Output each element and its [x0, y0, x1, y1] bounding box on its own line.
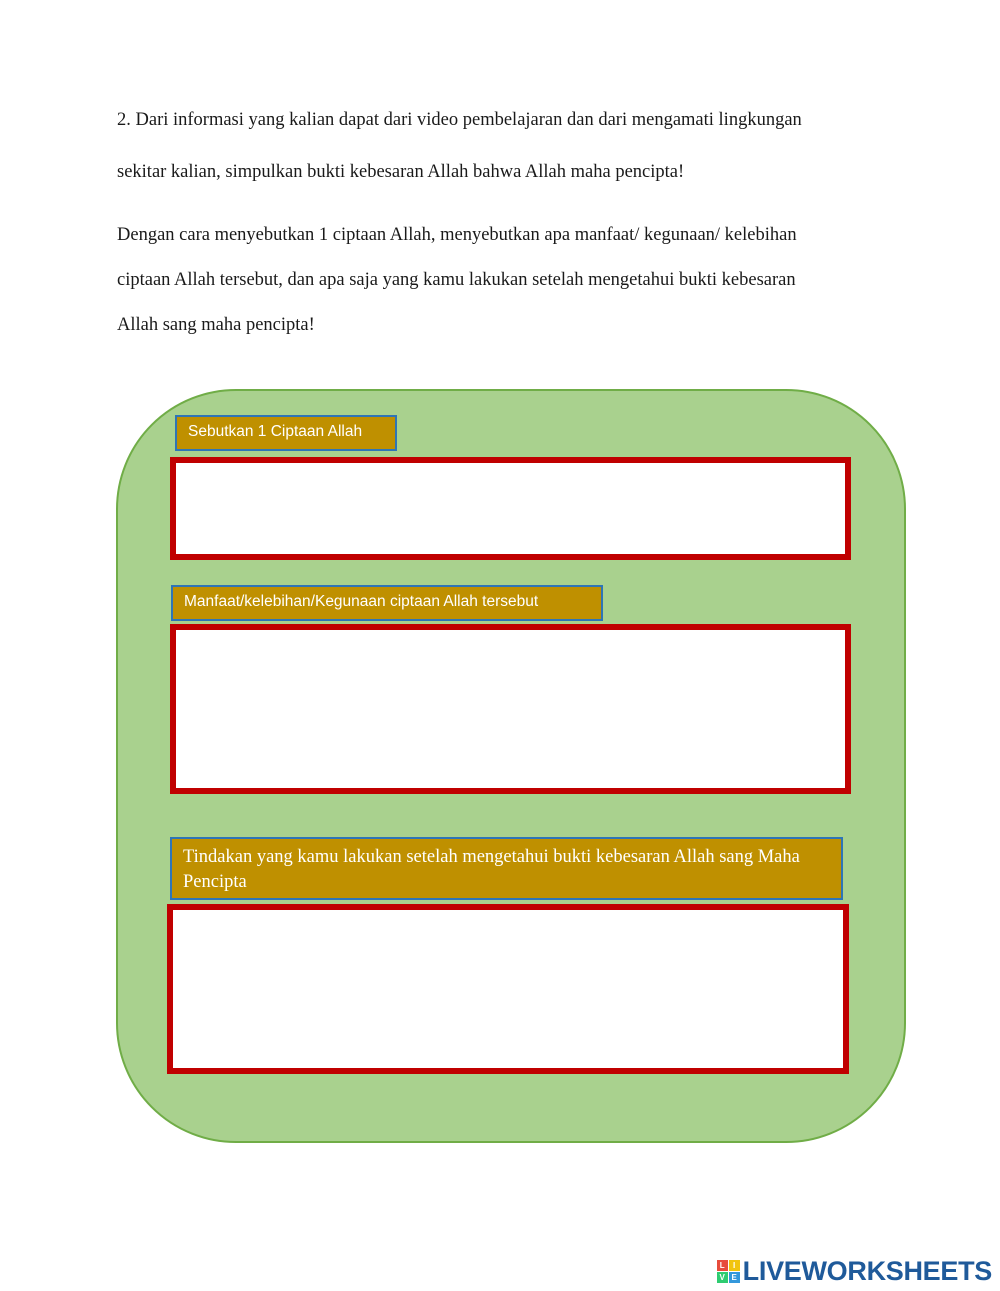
- answer-box-manfaat[interactable]: [170, 624, 851, 794]
- logo-letter: E: [729, 1272, 740, 1283]
- field-label-ciptaan: Sebutkan 1 Ciptaan Allah: [175, 415, 397, 451]
- answer-box-tindakan[interactable]: [167, 904, 849, 1074]
- instruction-line: Allah sang maha pencipta!: [117, 315, 315, 335]
- answer-box-ciptaan[interactable]: [170, 457, 851, 560]
- liveworksheets-wordmark: LIVEWORKSHEETS: [742, 1255, 992, 1286]
- logo-letter: V: [717, 1272, 728, 1283]
- field-label-manfaat: Manfaat/kelebihan/Kegunaan ciptaan Allah tersebut: [171, 585, 603, 621]
- instruction-line: 2. Dari informasi yang kalian dapat dari video pembelajaran dan dari mengamati lingkungan: [117, 110, 802, 130]
- liveworksheets-logo: [717, 1254, 992, 1288]
- field-label-tindakan: Tindakan yang kamu lakukan setelah mengetahui bukti kebesaran Allah sang Maha Pencipta: [170, 837, 843, 900]
- liveworksheets-icon: [717, 1260, 740, 1283]
- logo-letter: I: [729, 1260, 740, 1271]
- instruction-line: sekitar kalian, simpulkan bukti kebesaran Allah bahwa Allah maha pencipta!: [117, 162, 685, 182]
- instruction-line: Dengan cara menyebutkan 1 ciptaan Allah, menyebutkan apa manfaat/ kegunaan/ kelebihan: [117, 225, 797, 245]
- logo-letter: L: [717, 1260, 728, 1271]
- instruction-line: ciptaan Allah tersebut, dan apa saja yang kamu lakukan setelah mengetahui bukti kebesaran: [117, 270, 796, 290]
